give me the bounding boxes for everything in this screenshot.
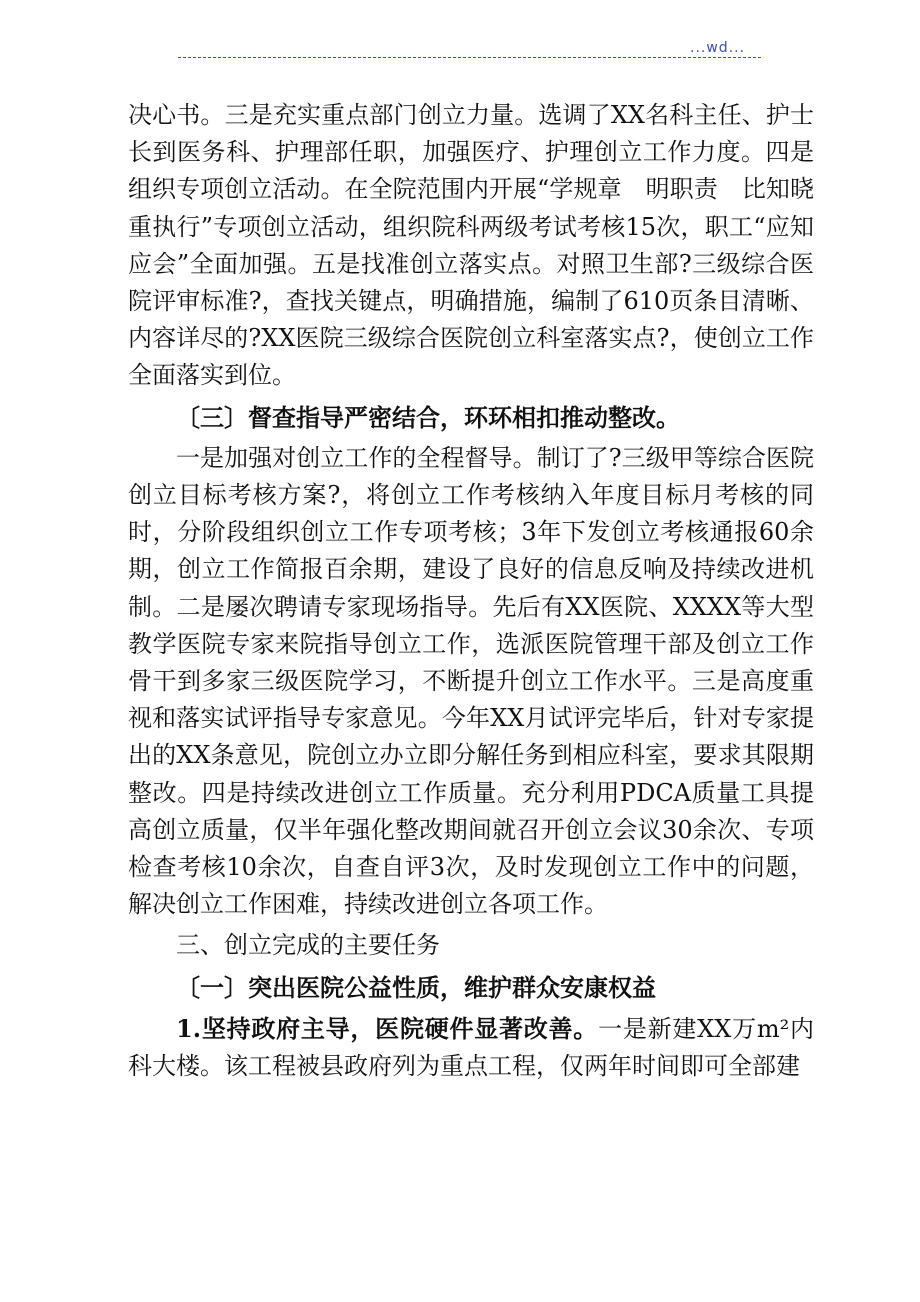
subheading-three: 〔三〕督查指导严密结合，环环相扣推动整改。 [176, 402, 680, 432]
subheading-one: 〔一〕突出医院公益性质，维护群众安康权益 [176, 972, 656, 1002]
header-divider [178, 57, 761, 58]
paragraph-hardware-body: 一是新建XX万m²内科大楼。该工程被县政府列为重点工程，仅两年时间即可全部建 [128, 1014, 814, 1081]
paragraph-supervision: 一是加强对创立工作的全程督导。制订了?三级甲等综合医院创立目标考核方案?，将创立工作考核纳入年度目标月考核的同时，分阶段组织创立工作专项考核；3年下发创立考核通报60余期，创立工作简报百余期，建设了良好的信息反响及持续改进机制。二是屡次聘请专家现场指导。先后有XX医院、XXXX等大型教学医院专家来院指导创立工作，选派医院管理干部及创立工作骨干到多家三级医院学习，不断提升创立工作水平。三是高度重视和落实试评指导专家意见。今年XX月试评完毕后，针对专家提出的XX条意见，院创立办立即分解任务到相应科室，要求其限期整改。四是持续改进创立工作质量。充分利用PDCA质量工具提高创立质量，仅半年强化整改期间就召开创立会议30余次、专项检查考核10余次，自查自评3次，及时发现创立工作中的问题，解决创立工作困难，持续改进创立各项工作。 [128, 443, 814, 919]
paragraph-continuation: 决心书。三是充实重点部门创立力量。选调了XX名科主任、护士长到医务科、护理部任职，加强医疗、护理创立工作力度。四是组织专项创立活动。在全院范围内开展“学规章 明职责 比知晓 重执行”专项创立活动，组织院科两级考试考核15次，职工“应知应会”全面加强。五是找准创立落实点。对照卫生部?三级综合医院评审标准?，查找关键点，明确措施，编制了610页条目清晰、内容详尽的?XX医院三级综合医院创立科室落实点?，使创立工作全面落实到位。 [128, 101, 838, 390]
paragraph-hardware [128, 1010, 814, 1085]
paragraph-hardware-lead: 1.坚持政府主导，医院硬件显著改善。 [176, 1013, 599, 1043]
section-heading-tasks: 三、创立完成的主要任务 [176, 931, 440, 960]
document-body [128, 97, 838, 1085]
header-mark: ...wd... [690, 40, 746, 56]
